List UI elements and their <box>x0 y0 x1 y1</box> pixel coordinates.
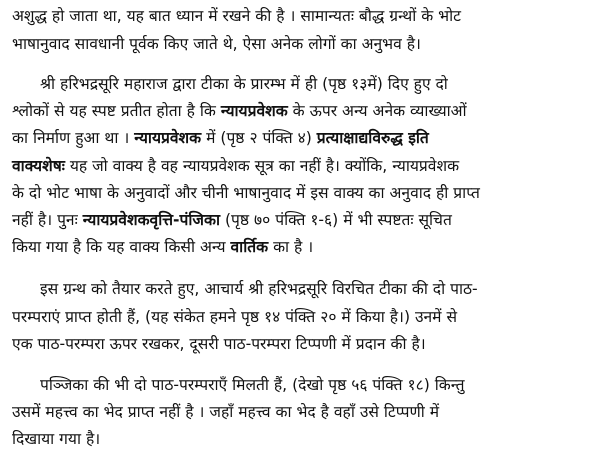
text-run: के ऊपर अन्य अनेक व्याख्याओं <box>287 102 467 120</box>
text-run: दिखाया गया है। <box>12 430 101 448</box>
text-run: पञ्जिका की भी दो पाठ-परम्पराएँ मिलती हैं, (देखो पृष्ठ ५६ पंक्ति १८) किन्तु <box>40 376 465 394</box>
text-run: का है । <box>268 238 314 256</box>
text-line <box>12 181 480 205</box>
text-line <box>12 99 467 123</box>
text-line <box>12 427 100 451</box>
text-run: के दो भोट भाषा के अनुवादों और चीनी भाषानुवाद में इस वाक्य का अनुवाद ही प्राप्त <box>12 184 480 202</box>
text-run: में (पृष्ठ २ पंक्ति ४) <box>201 129 317 147</box>
bold-term: न्यायप्रवेशक <box>220 102 288 120</box>
text-line <box>12 305 457 329</box>
text-line <box>12 400 439 424</box>
text-line <box>12 332 426 356</box>
text-line <box>40 72 448 96</box>
text-run: (पृष्ठ ७० पंक्ति १-६) में भी स्पष्टतः सूचित <box>220 211 452 229</box>
text-line <box>12 208 452 232</box>
bold-term: प्रत्याक्षाद्यविरुद्ध इति <box>316 129 429 147</box>
text-run: श्लोकों से यह स्पष्ट प्रतीत होता है कि <box>12 102 221 120</box>
bold-term: वाक्यशेषः <box>12 157 65 175</box>
text-line <box>40 373 464 397</box>
text-line <box>40 277 478 301</box>
text-line <box>12 154 459 178</box>
text-run: किया गया है कि यह वाक्य किसी अन्य <box>12 238 231 256</box>
text-run: भाषानुवाद सावधानी पूर्वक किए जाते थे, ऐसा अनेक लोगों का अनुभव है। <box>12 35 421 53</box>
text-line <box>12 32 421 56</box>
bold-term: न्यायप्रवेशक <box>134 129 202 147</box>
text-run: अशुद्ध हो जाता था, यह बात ध्यान में रखने की है । सामान्यतः बौद्ध ग्रन्थों के भोट <box>12 7 462 25</box>
text-run: इस ग्रन्थ को तैयार करते हुए, आचार्य श्री हरिभद्रसूरि विरचित टीका की दो पाठ- <box>40 280 478 298</box>
text-run: परम्पराएं प्राप्त होती हैं, (यह संकेत हमने पृष्ठ १४ पंक्ति २० में किया है।) उनमें से <box>12 308 458 326</box>
text-run: श्री हरिभद्रसूरि महाराज द्वारा टीका के प्रारम्भ में ही (पृष्ठ १३में) दिए हुए दो <box>40 75 448 93</box>
bold-term: न्यायप्रवेशकवृत्ति-पंजिका <box>82 211 220 229</box>
text-line <box>12 4 461 28</box>
text-run: नहीं है। पुनः <box>12 211 83 229</box>
text-run: उसमें महत्त्व का भेद प्राप्त नहीं है । जहाँ महत्त्व का भेद है वहाँ उसे टिप्पणी में <box>12 403 440 421</box>
text-run: का निर्माण हुआ था । <box>12 129 135 147</box>
text-line <box>12 126 429 150</box>
text-run: यह जो वाक्य है वह न्यायप्रवेशक सूत्र का नहीं है। क्योंकि, न्यायप्रवेशक <box>64 157 460 175</box>
bold-term: वार्तिक <box>230 238 269 256</box>
text-run: एक पाठ-परम्परा ऊपर रखकर, दूसरी पाठ-परम्परा टिप्पणी में प्रदान की है। <box>12 335 426 353</box>
text-line <box>12 235 313 259</box>
